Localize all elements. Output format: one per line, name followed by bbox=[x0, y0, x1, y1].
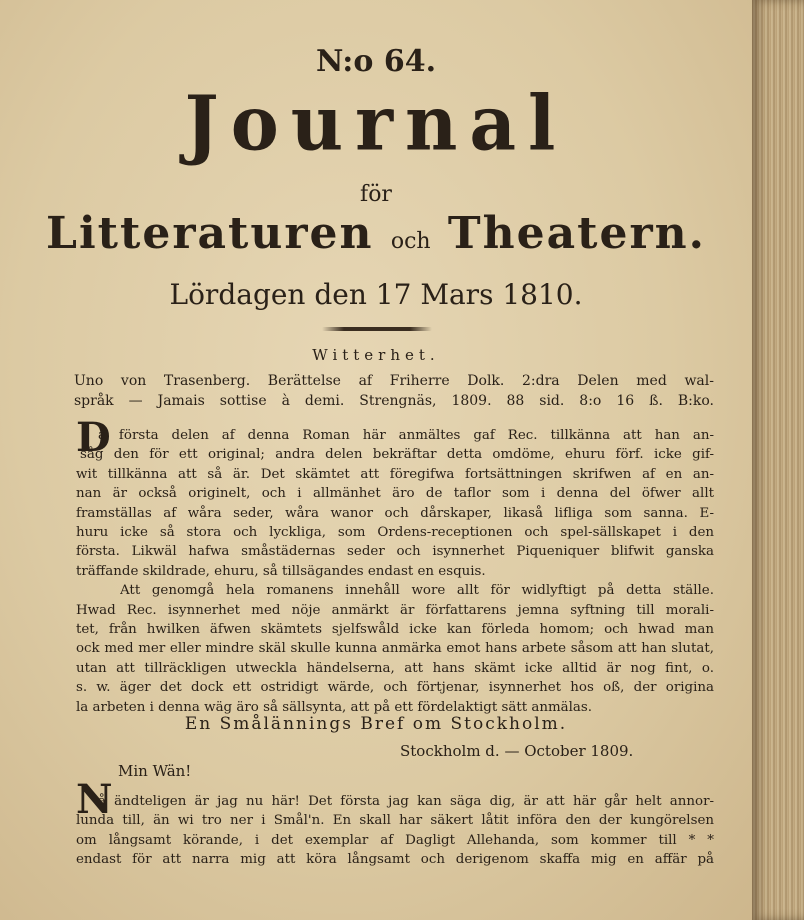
letter-salutation: Min Wän! bbox=[118, 762, 192, 780]
letter-dateline: Stockholm d. — October 1809. bbox=[400, 742, 634, 760]
review-line: la arbeten i denna wäg äro så sällsynta, att på ett fördelaktigt sätt anmälas. bbox=[76, 699, 593, 715]
journal-subtitle bbox=[0, 208, 752, 259]
ornamental-rule bbox=[322, 327, 432, 331]
review-dropcap: D bbox=[76, 414, 111, 461]
review-line: Hwad Rec. isynnerhet med nöje anmärkt är författarens jemna syftning till morali- bbox=[76, 602, 714, 618]
review-line: första. Likwäl hafwa småstädernas seder och isynnerhet Piqueniquer blifwit ganska bbox=[76, 544, 714, 560]
letter-body bbox=[76, 792, 714, 870]
letter-title: En Smålännings Bref om Stockholm. bbox=[184, 714, 568, 734]
subtitle-literature: Litteraturen bbox=[46, 208, 374, 259]
review-title-line-2: språk — Jamais sottise à demi. Strengnäs, 1809. 88 sid. 8:o 16 ß. B:ko. bbox=[74, 393, 714, 409]
review-line: huru icke så stora och lyckliga, som Ordens-receptionen och spel-sällskapet i den bbox=[76, 525, 714, 541]
letter-line: å ändteligen är jag nu här! Det första jag kan säga dig, är att här går helt annor- bbox=[98, 794, 714, 809]
review-line: wit tillkänna att så är. Det skämtet att föregifwa fortsättningen skrifwen af en an- bbox=[76, 466, 714, 482]
review-line: tet, från hwilken äfwen skämtets sjelfswåld icke kan förleda homom; och hwad man bbox=[76, 622, 714, 638]
book-page-edges bbox=[752, 0, 804, 920]
letter-dropcap: N bbox=[76, 776, 113, 823]
section-heading: Witterhet. bbox=[312, 346, 440, 364]
review-line: ock med mer eller mindre skäl skulle kunna anmärka emot hans arbete såsom att han slutat, bbox=[76, 641, 714, 657]
review-line: s. w. äger det dock ett ostridigt wärde, och förtjenar, isynnerhet hos oß, der origina bbox=[76, 680, 714, 696]
letter-line: lunda till, än wi tro ner i Smål'n. En skall har säkert låtit införa den der kungörelsen bbox=[76, 813, 714, 829]
review-line: å första delen af denna Roman här anmältes gaf Rec. tillkänna att han an- bbox=[98, 428, 714, 443]
review-line: nan är också originelt, och i allmänhet äro de taflor som i denna del öfwer allt bbox=[76, 486, 714, 502]
review-line: träffande skildrade, ehuru, så tillsägandes endast en esquis. bbox=[76, 563, 486, 579]
subtitle-och: och bbox=[390, 229, 431, 254]
review-body bbox=[76, 426, 714, 717]
journal-title: Journal bbox=[184, 77, 568, 168]
review-line: såg den för ett original; andra delen bekräftar detta omdöme, ehuru förf. icke gif- bbox=[80, 447, 714, 463]
review-line: framställas af wåra seder, wåra wanor och dårskaper, likaså lifliga som sanna. E- bbox=[76, 505, 714, 521]
review-title-line-1: Uno von Trasenberg. Berättelse af Friherre Dolk. 2:dra Delen med wal- bbox=[74, 373, 714, 389]
letter-line: endast för att narra mig att köra långsamt och derigenom skaffa mig en affär på bbox=[76, 852, 714, 868]
title-for: för bbox=[360, 182, 392, 207]
issue-number: N:o 64. bbox=[315, 44, 437, 79]
review-line: Att genomgå hela romanens innehåll wore allt för widlyftigt på detta ställe. bbox=[120, 583, 714, 599]
issue-date: Lördagen den 17 Mars 1810. bbox=[169, 278, 583, 311]
subtitle-theatre: Theatern. bbox=[447, 208, 706, 259]
review-line: utan att tillräckligen utweckla händelserna, att hans skämt icke alltid är nog fint, o. bbox=[76, 660, 714, 676]
letter-line: om långsamt körande, i det exemplar af Dagligt Allehanda, som kommer till * * bbox=[76, 832, 714, 848]
